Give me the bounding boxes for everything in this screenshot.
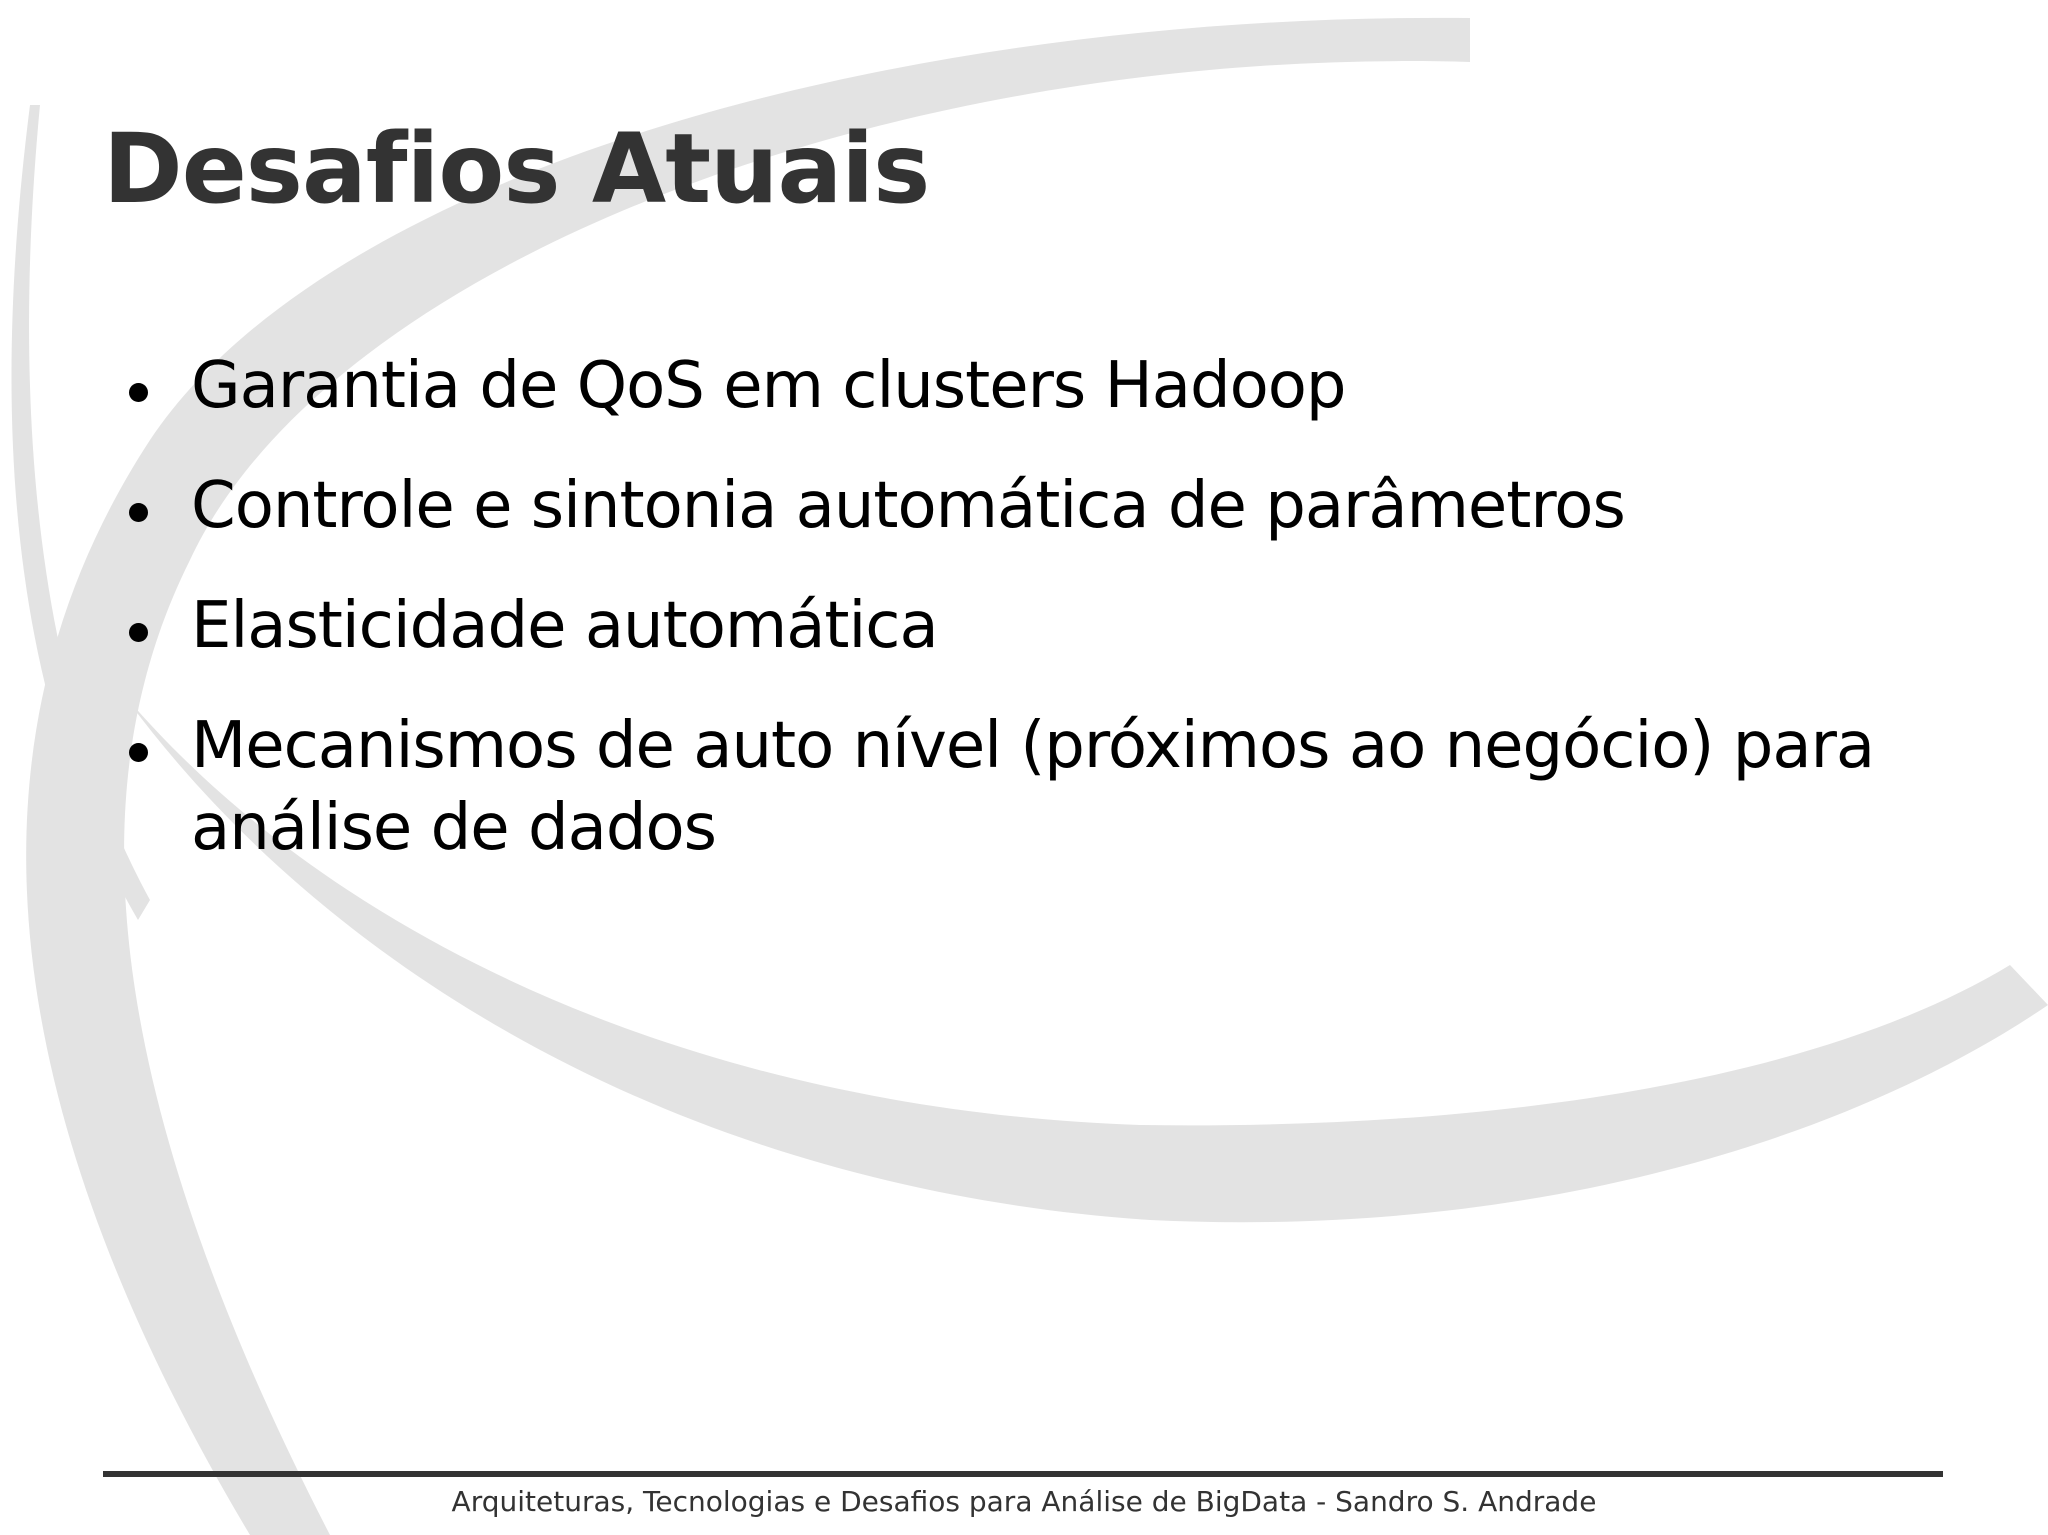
footer-divider [103, 1471, 1943, 1477]
bullet-text: Elasticidade automática [191, 589, 938, 663]
bullet-item [125, 585, 1945, 667]
bullet-item [125, 465, 1945, 547]
bullet-dot-icon [129, 503, 148, 522]
bullet-text: Garantia de QoS em clusters Hadoop [191, 349, 1346, 423]
bullet-dot-icon [129, 383, 148, 402]
bullet-text: Controle e sintonia automática de parâmetros [191, 469, 1625, 543]
bullet-dot-icon [129, 743, 148, 762]
bullet-item [125, 705, 1945, 869]
bullet-dot-icon [129, 623, 148, 642]
bullet-item [125, 345, 1945, 427]
slide-title: Desafios Atuais [103, 113, 930, 225]
bullet-list [125, 345, 1945, 907]
footer-text: Arquiteturas, Tecnologias e Desafios para Análise de BigData - Sandro S. Andrade [451, 1485, 1597, 1518]
bullet-text: Mecanismos de auto nível (próximos ao negócio) para análise de dados [191, 709, 1875, 865]
